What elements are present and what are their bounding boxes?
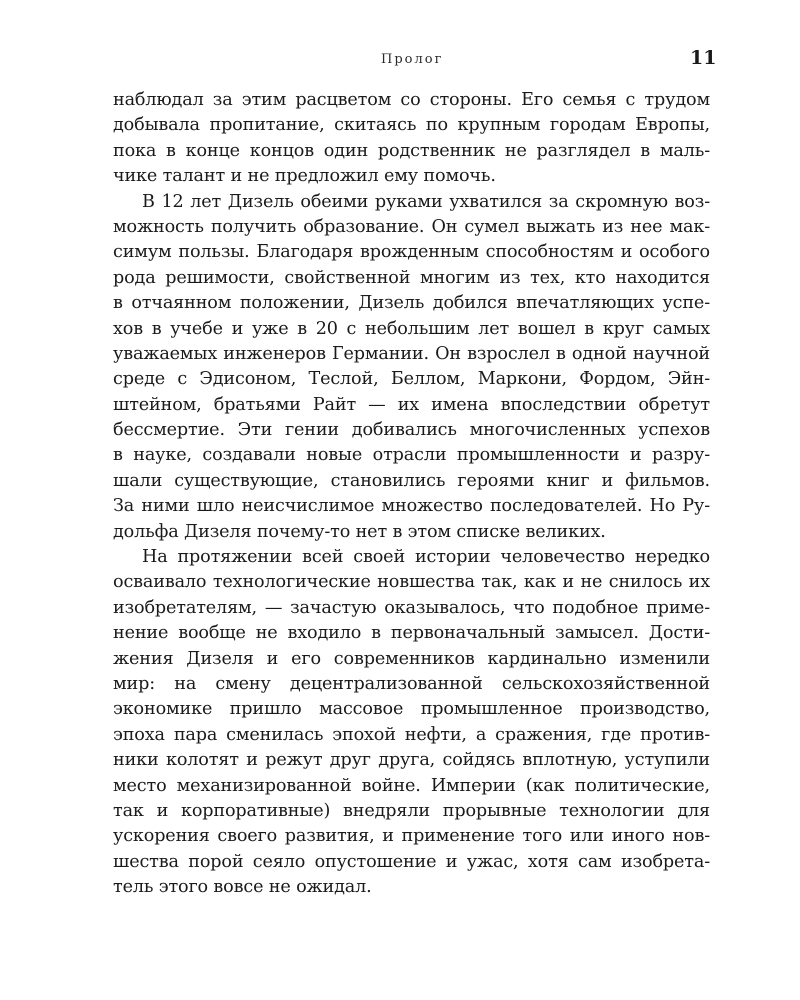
text-line: хов в учебе и уже в 20 с небольшим лет вошел в круг самых [113,318,710,339]
text-line: чике талант и не предложил ему помочь. [113,166,496,187]
section-title: Пролог [381,52,444,67]
paragraph [113,88,710,190]
text-line: место механизированной войне. Империи (как политические, [113,775,710,796]
text-line: В 12 лет Дизель обеими руками ухватился за скромную воз- [142,191,710,212]
text-line: За ними шло неисчислимое множество последователей. Но Ру- [113,496,710,517]
running-head [0,48,800,72]
page-number: 11 [690,47,717,69]
text-line: На протяжении всей своей истории человечество нередко [142,547,710,568]
text-line: уважаемых инженеров Германии. Он взрослел в одной научной [113,343,710,364]
text-line: в отчаянном положении, Дизель добился впечатляющих успе- [113,293,710,314]
text-line: шали существующие, становились героями книг и фильмов. [113,470,710,491]
text-line: жения Дизеля и его современников кардинально изменили [113,648,710,669]
text-line: осваивало технологические новшества так, как и не снилось их [113,572,710,593]
text-line: изобретателям, — зачастую оказывалось, что подобное приме- [113,597,710,618]
text-line: в науке, создавали новые отрасли промышленности и разру- [113,445,710,466]
text-line: дольфа Дизеля почему-то нет в этом списке великих. [113,521,606,542]
text-line: ники колотят и режут друг друга, сойдясь вплотную, уступили [113,750,710,771]
text-line: нение вообще не входило в первоначальный замысел. Дости- [113,623,710,644]
text-line: мир: на смену децентрализованной сельскохозяйственной [113,673,710,694]
text-line: так и корпоративные) внедряли прорывные технологии для [113,800,710,821]
body-text [113,88,710,901]
text-line: среде с Эдисоном, Теслой, Беллом, Маркони, Фордом, Эйн- [113,369,710,390]
text-line: тель этого вовсе не ожидал. [113,877,372,898]
paragraph [113,545,710,900]
text-line: добывала пропитание, скитаясь по крупным городам Европы, [113,115,710,136]
text-line: экономике пришло массовое промышленное производство, [113,699,710,720]
text-line: штейном, братьями Райт — их имена впоследствии обретут [113,394,710,415]
text-line: ускорения своего развития, и применение того или иного нов- [113,826,710,847]
text-line: можность получить образование. Он сумел выжать из нее мак- [113,216,710,237]
text-line: рода решимости, свойственной многим из тех, кто находится [113,267,710,288]
text-line: эпоха пара сменилась эпохой нефти, а сражения, где против- [113,724,710,745]
text-line: шества порой сеяло опустошение и ужас, хотя сам изобрета- [113,851,710,872]
paragraph [113,190,710,545]
text-line: наблюдал за этим расцветом со стороны. Его семья с трудом [113,90,710,110]
text-line: симум пользы. Благодаря врожденным способностям и особого [113,242,710,263]
text-line: пока в конце концов один родственник не разглядел в маль- [113,140,710,161]
text-line: бессмертие. Эти гении добивались многочисленных успехов [113,420,710,441]
